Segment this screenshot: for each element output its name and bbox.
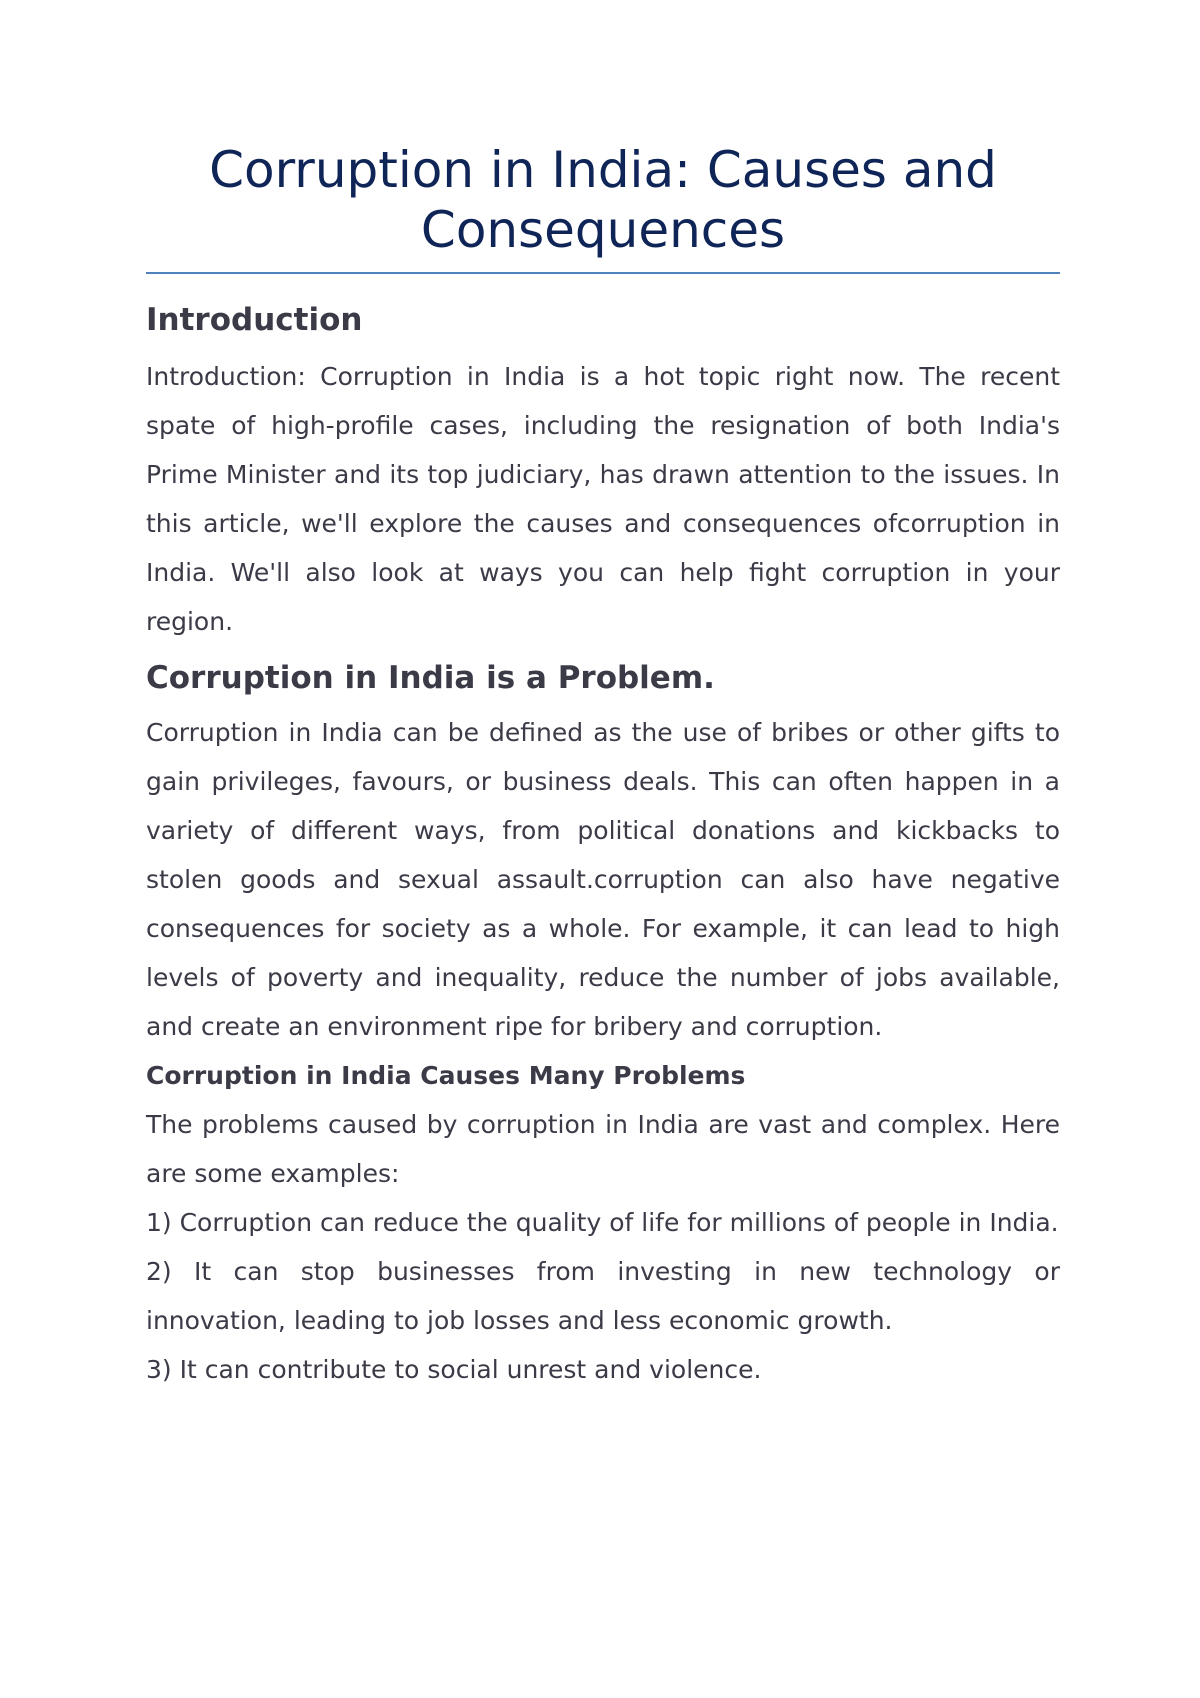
many-problems-heading: Corruption in India Causes Many Problems xyxy=(146,1061,746,1090)
introduction-heading: Introduction xyxy=(146,302,363,338)
problem-heading: Corruption in India is a Problem. xyxy=(146,660,715,696)
introduction-paragraph: Introduction: Corruption in India is a hot topic right now. The recent spate of high-profile cases, including the resignation of both India's Prime Minister and its top judiciary, has drawn attention to the issues. In this article, we'll explore the causes and consequences ofcorruption in India. We'll also look at ways you can help fight corruption in your region. xyxy=(146,362,1060,636)
list-item: 1) Corruption can reduce the quality of life for millions of people in India. xyxy=(146,1208,1059,1237)
many-problems-intro: The problems caused by corruption in India are vast and complex. Here are some examples: xyxy=(146,1110,1060,1188)
list-item: 3) It can contribute to social unrest and violence. xyxy=(146,1355,762,1384)
document-content xyxy=(146,140,1060,1394)
list-item: 2) It can stop businesses from investing in new technology or innovation, leading to job losses and less economic growth. xyxy=(146,1257,1060,1335)
document-title: Corruption in India: Causes and Consequences xyxy=(146,140,1060,274)
problem-paragraph: Corruption in India can be defined as the use of bribes or other gifts to gain privileges, favours, or business deals. This can often happen in a variety of different ways, from political donations and kickbacks to stolen goods and sexual assault.corruption can also have negative consequences for society as a whole. For example, it can lead to high levels of poverty and inequality, reduce the number of jobs available, and create an environment ripe for bribery and corruption. xyxy=(146,718,1060,1041)
